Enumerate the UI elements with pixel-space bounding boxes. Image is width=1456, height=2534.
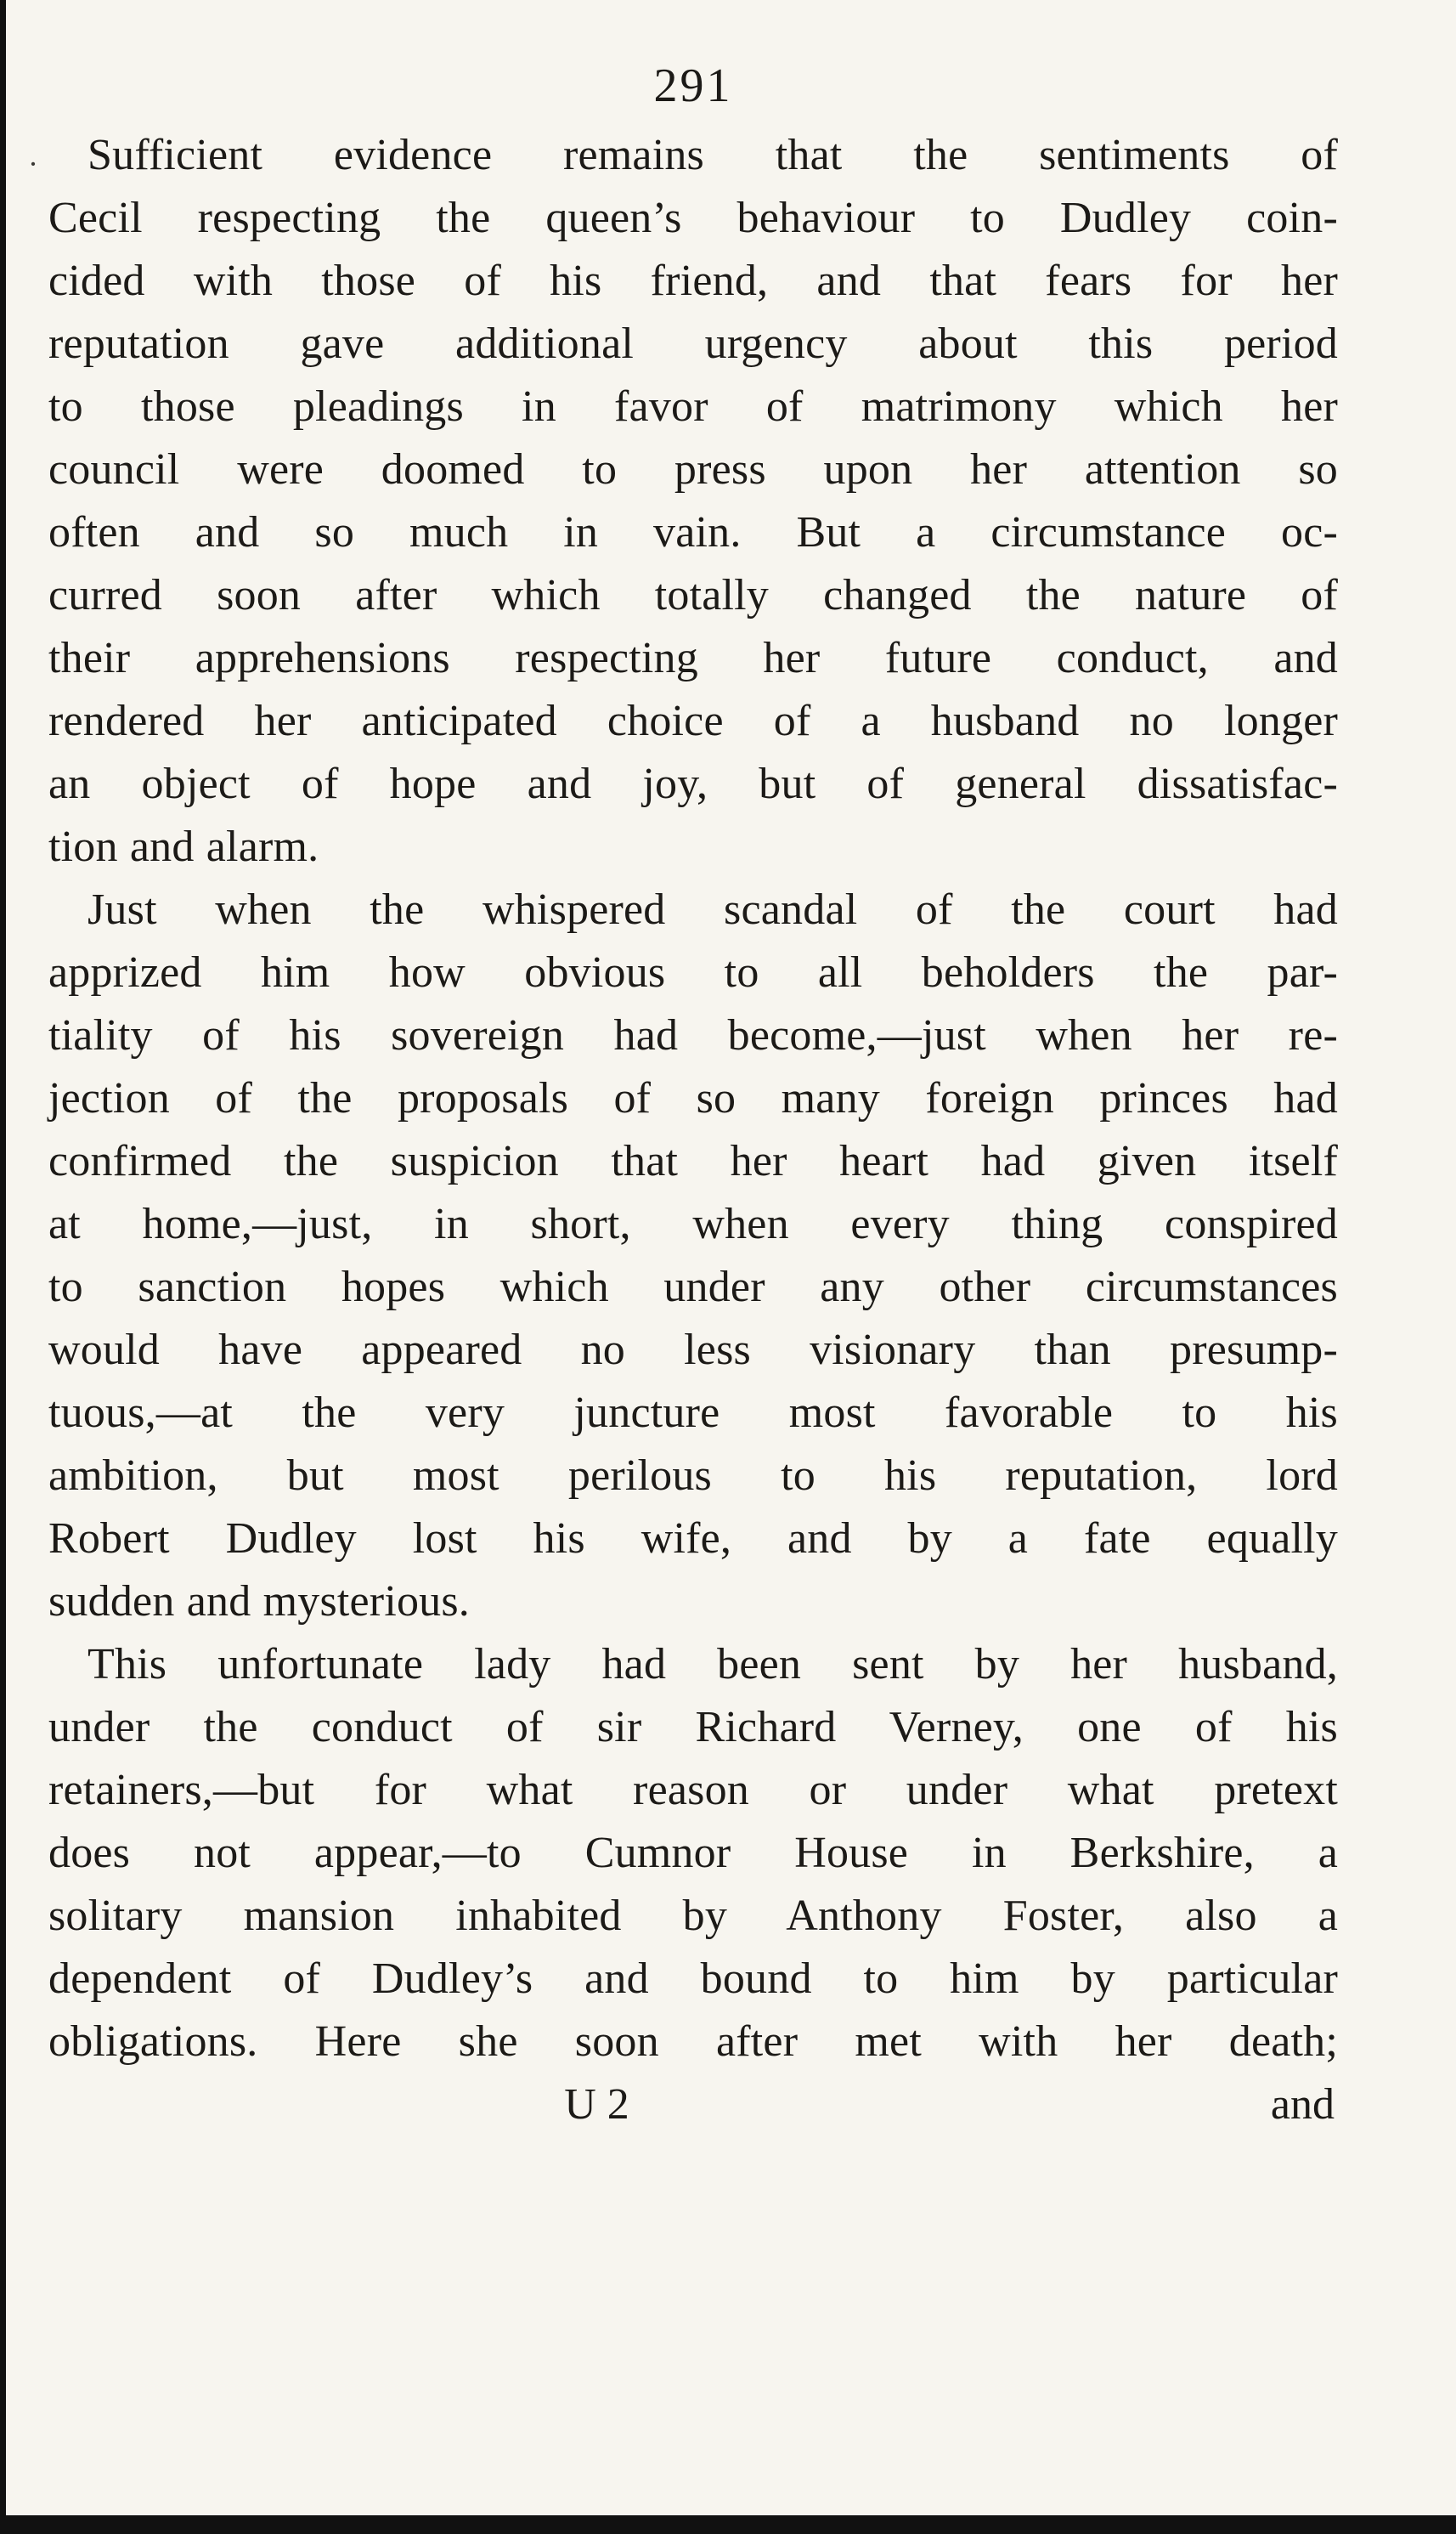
text-line: at home,—just, in short, when every thing conspired	[48, 1200, 1338, 1248]
text-line: council were doomed to press upon her attention so	[48, 445, 1338, 494]
text-line: tuous,—at the very juncture most favorable to his	[48, 1389, 1338, 1437]
text-line: sudden and mysterious.	[48, 1577, 471, 1626]
text-line: does not appear,—to Cumnor House in Berkshire, a	[48, 1829, 1338, 1877]
text-line: Cecil respecting the queen’s behaviour to Dudley coin-	[48, 194, 1338, 242]
paragraph	[48, 1633, 1338, 2073]
paragraph	[48, 879, 1338, 1633]
text-line: This unfortunate lady had been sent by her husband,	[87, 1640, 1338, 1688]
text-line: ambition, but most perilous to his reputation, lord	[48, 1451, 1338, 1500]
scan-edge-left	[0, 0, 6, 2534]
text-line: to those pleadings in favor of matrimony which her	[48, 382, 1338, 431]
page-body	[28, 58, 1338, 2136]
text-line: jection of the proposals of so many foreign princes had	[48, 1074, 1338, 1123]
signature-mark: U 2	[564, 2080, 629, 2129]
text-line: solitary mansion inhabited by Anthony Foster, also a	[48, 1892, 1338, 1940]
margin-mark: ·	[28, 147, 38, 181]
text-line: confirmed the suspicion that her heart had given itself	[48, 1137, 1338, 1185]
text-line: under the conduct of sir Richard Verney, one of his	[48, 1703, 1338, 1751]
text-line: Sufficient evidence remains that the sentiments of	[87, 131, 1338, 179]
catchword: and	[1270, 2080, 1335, 2129]
text-line: dependent of Dudley’s and bound to him by particular	[48, 1954, 1338, 2003]
text-line: obligations. Here she soon after met with her death;	[48, 2017, 1338, 2066]
text-line: reputation gave additional urgency about this period	[48, 320, 1338, 368]
text-line: would have appeared no less visionary than presump-	[48, 1326, 1338, 1374]
text-line: to sanction hopes which under any other circumstances	[48, 1263, 1338, 1311]
text-line: retainers,—but for what reason or under what pretext	[48, 1766, 1338, 1814]
page-number: 291	[653, 59, 733, 112]
text-line: rendered her anticipated choice of a husband no longer	[48, 697, 1338, 745]
text-block	[48, 124, 1338, 2073]
text-line: often and so much in vain. But a circumstance oc-	[48, 508, 1338, 557]
text-line: an object of hope and joy, but of general dissatisfac-	[48, 760, 1338, 808]
text-line: cided with those of his friend, and that fears for her	[48, 257, 1338, 305]
scan-edge-bottom	[0, 2515, 1456, 2534]
text-line: their apprehensions respecting her future conduct, and	[48, 634, 1338, 682]
text-line: tion and alarm.	[48, 823, 319, 871]
text-line: Robert Dudley lost his wife, and by a fate equally	[48, 1514, 1338, 1563]
paragraph	[48, 124, 1338, 879]
text-line: curred soon after which totally changed the nature of	[48, 571, 1338, 619]
footer-line	[48, 2073, 1338, 2136]
text-line: tiality of his sovereign had become,—just when her re-	[48, 1011, 1338, 1060]
text-line: Just when the whispered scandal of the court had	[87, 885, 1338, 934]
text-line: apprized him how obvious to all beholders the par-	[48, 948, 1338, 997]
